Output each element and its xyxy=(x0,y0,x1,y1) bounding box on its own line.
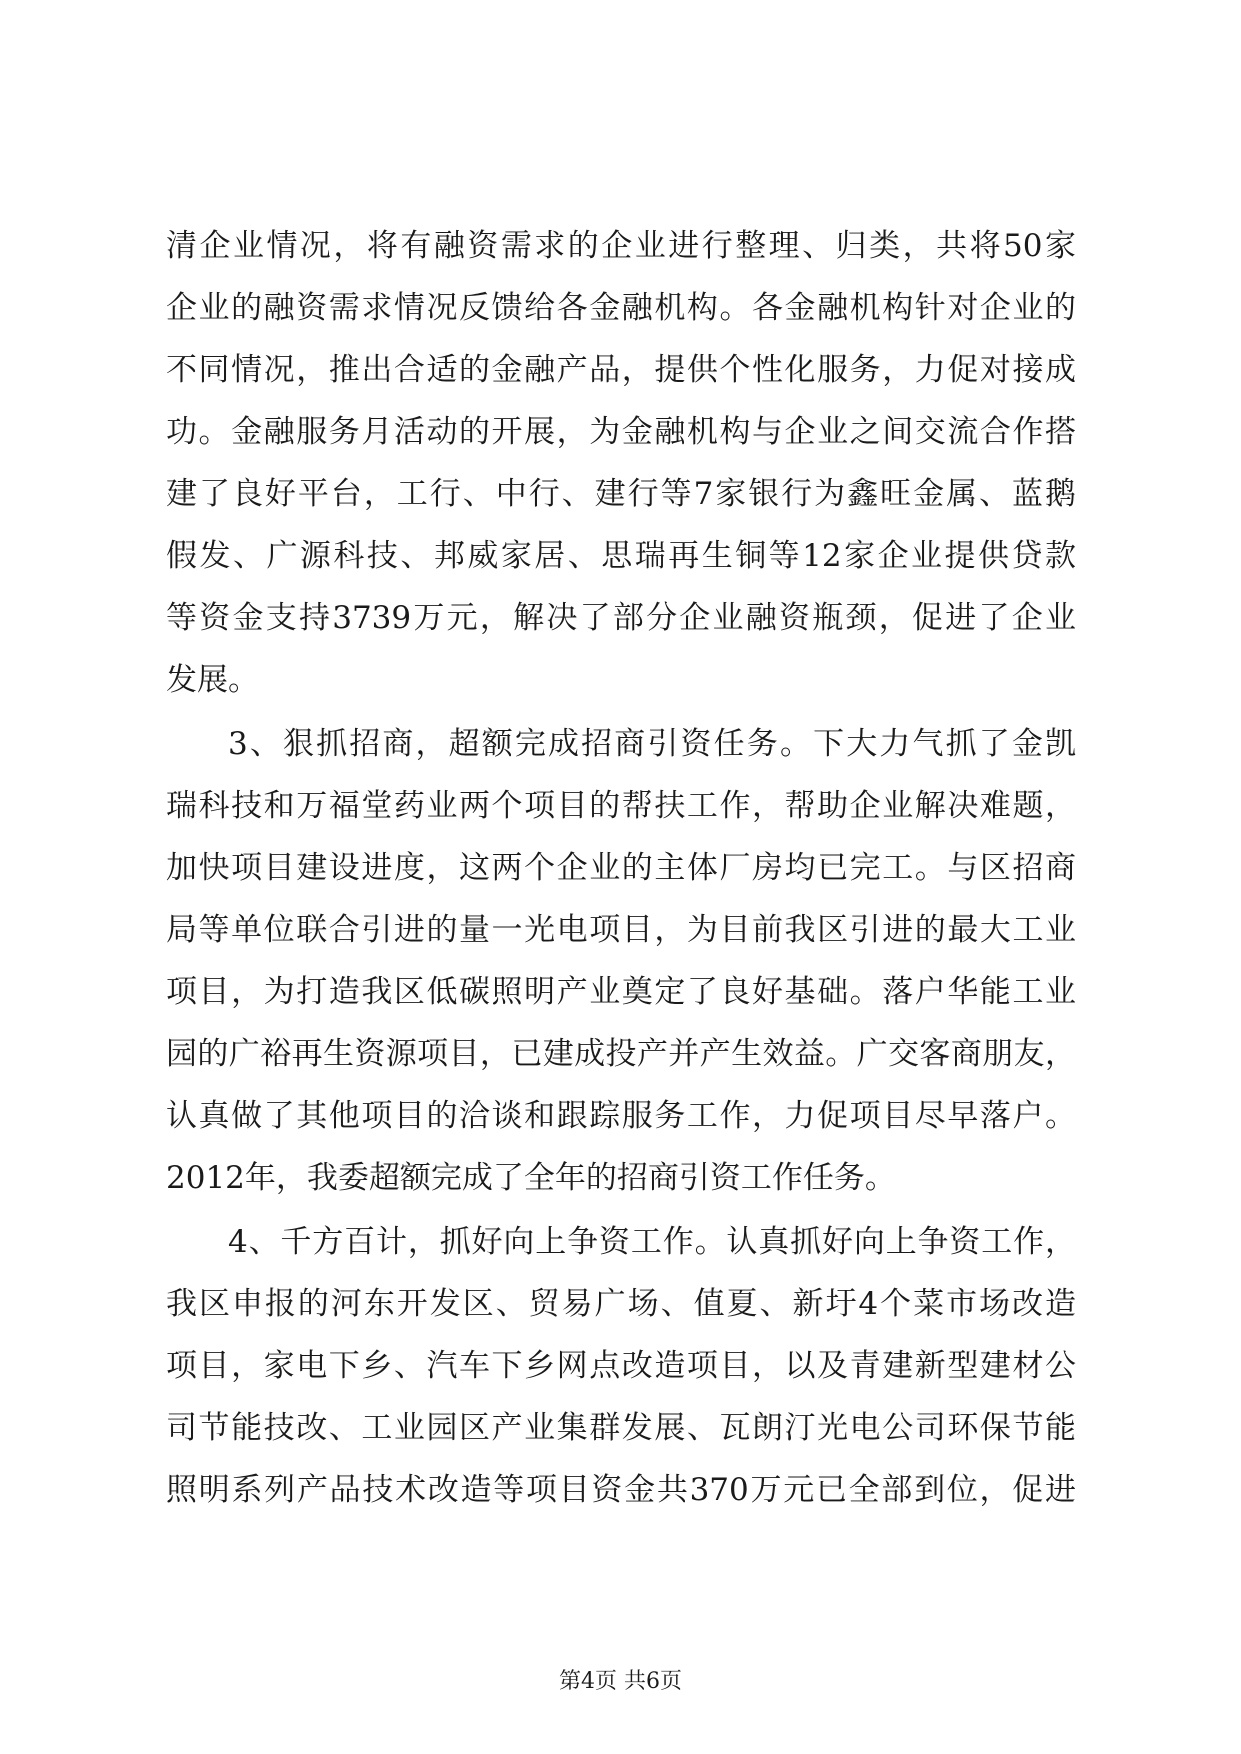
paragraph-3-first-line: 3、狠抓招商，超额完成招商引资任务。下大力气抓了金凯 xyxy=(228,726,1076,762)
text-line: 局等单位联合引进的量一光电项目，为目前我区引进的最大工业 xyxy=(166,912,1076,948)
text-line: 等资金支持3739万元，解决了部分企业融资瓶颈，促进了企业 xyxy=(166,600,1076,636)
text-line: 项目，家电下乡、汽车下乡网点改造项目，以及青建新型建材公 xyxy=(166,1348,1076,1384)
text-line: 发展。 xyxy=(166,662,259,698)
text-line: 加快项目建设进度，这两个企业的主体厂房均已完工。与区招商 xyxy=(166,850,1076,886)
text-line: 园的广裕再生资源项目，已建成投产并产生效益。广交客商朋友， xyxy=(166,1036,1076,1072)
text-line: 认真做了其他项目的洽谈和跟踪服务工作，力促项目尽早落户。 xyxy=(166,1098,1076,1134)
text-line: 瑞科技和万福堂药业两个项目的帮扶工作，帮助企业解决难题， xyxy=(166,788,1076,824)
text-line: 清企业情况，将有融资需求的企业进行整理、归类，共将50家 xyxy=(166,228,1076,264)
text-line: 司节能技改、工业园区产业集群发展、瓦朗汀光电公司环保节能 xyxy=(166,1410,1076,1446)
text-line: 项目，为打造我区低碳照明产业奠定了良好基础。落户华能工业 xyxy=(166,974,1076,1010)
text-line: 企业的融资需求情况反馈给各金融机构。各金融机构针对企业的 xyxy=(166,290,1076,326)
text-line: 照明系列产品技术改造等项目资金共370万元已全部到位，促进 xyxy=(166,1472,1076,1508)
paragraph-4-first-line: 4、千方百计，抓好向上争资工作。认真抓好向上争资工作， xyxy=(228,1224,1076,1260)
page-number-footer: 第4页 共6页 xyxy=(559,1669,682,1694)
text-line: 我区申报的河东开发区、贸易广场、值夏、新圩4个菜市场改造 xyxy=(166,1286,1076,1322)
text-line: 建了良好平台，工行、中行、建行等7家银行为鑫旺金属、蓝鹅 xyxy=(166,476,1076,512)
text-line: 2012年，我委超额完成了全年的招商引资工作任务。 xyxy=(166,1160,896,1196)
text-line: 功。金融服务月活动的开展，为金融机构与企业之间交流合作搭 xyxy=(166,414,1076,450)
text-line: 不同情况，推出合适的金融产品，提供个性化服务，力促对接成 xyxy=(166,352,1076,388)
text-line: 假发、广源科技、邦威家居、思瑞再生铜等12家企业提供贷款 xyxy=(166,538,1076,574)
